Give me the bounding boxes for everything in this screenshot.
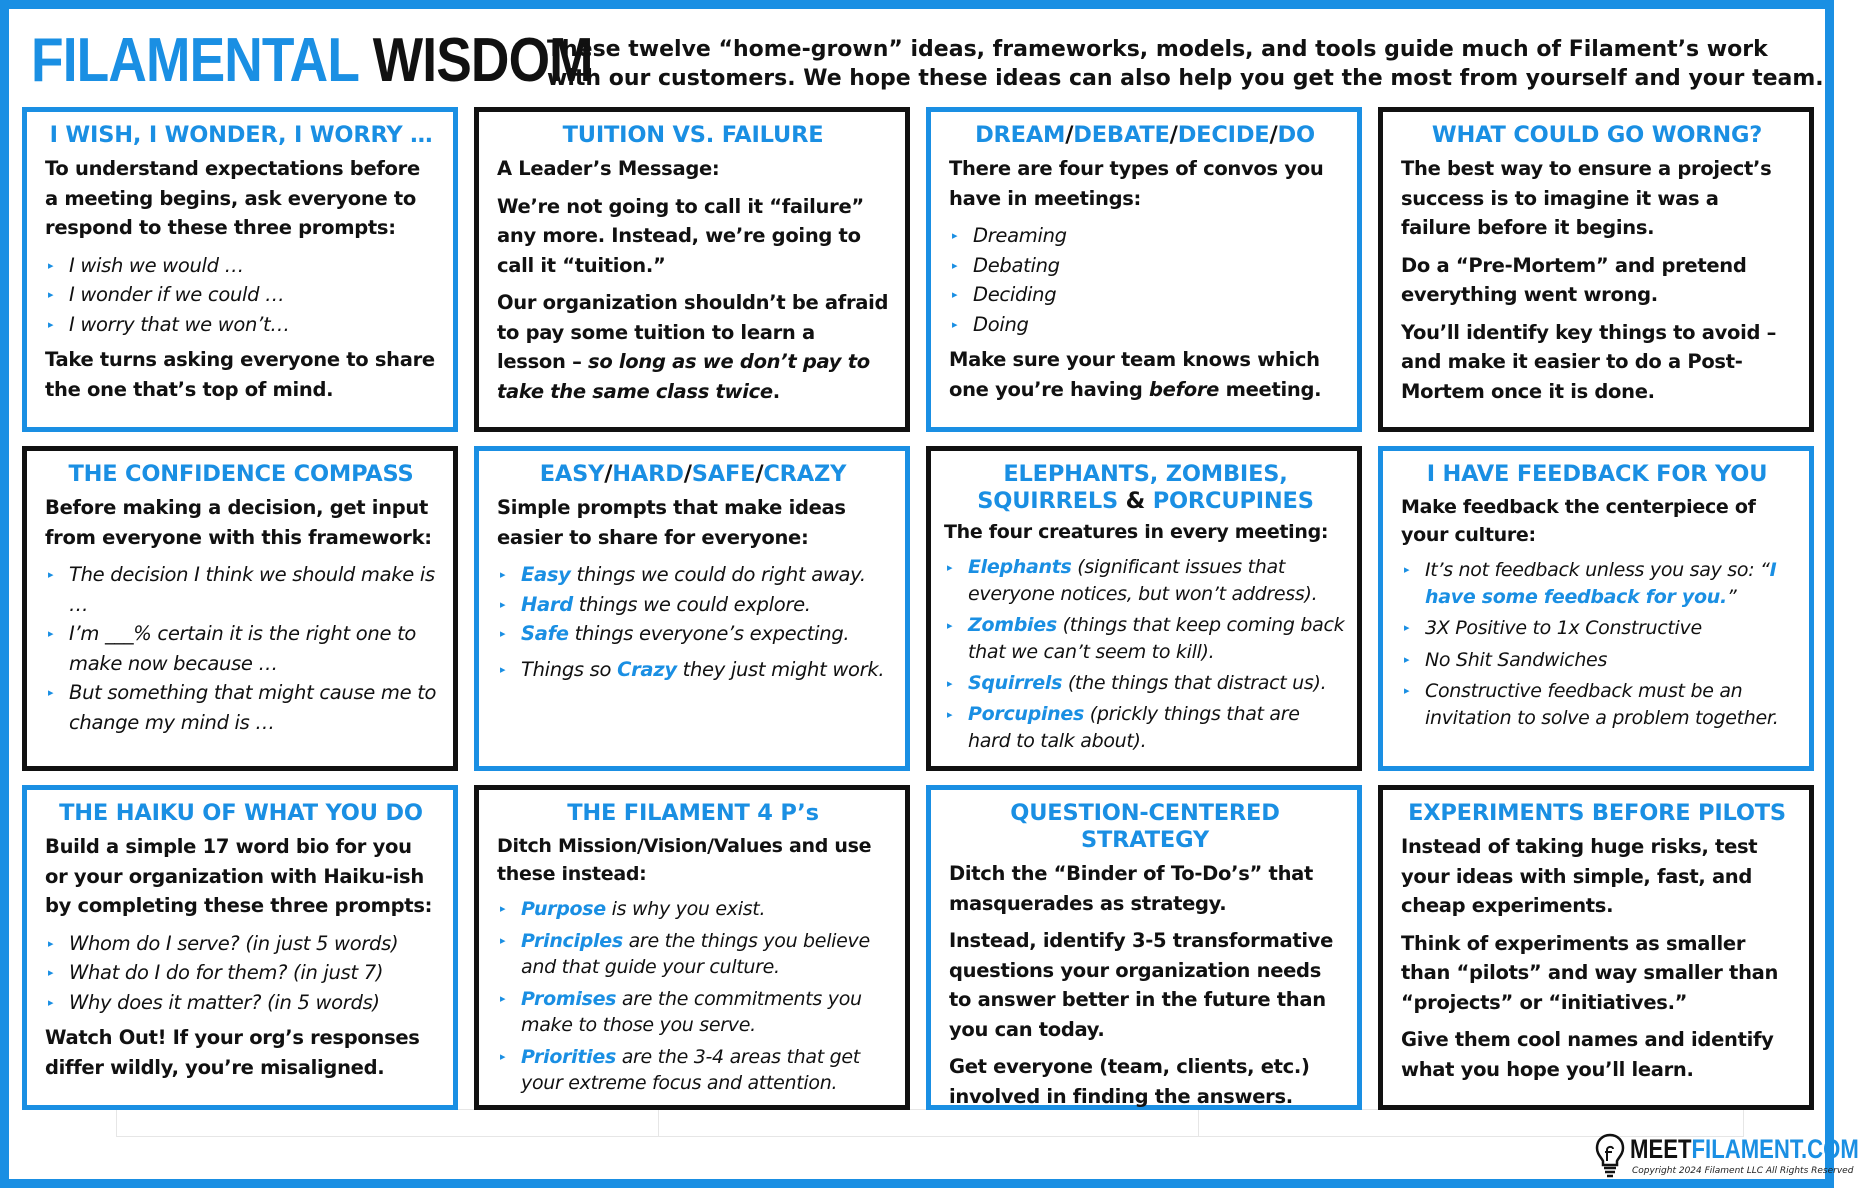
logo-part-filament: FILAMENT.COM	[1691, 1134, 1859, 1164]
bullet-arrow-icon: ▸	[48, 258, 54, 272]
bullet-arrow-icon: ▸	[48, 288, 54, 301]
heading-separator: &	[1125, 488, 1146, 514]
list-item-text: Constructive feedback must be an invitation to solve a problem together.	[1425, 680, 1779, 729]
list-item	[497, 928, 889, 981]
list-item-keyword: Hard	[521, 592, 573, 616]
card-heading	[497, 461, 889, 488]
card-what-could-go-wrong	[1378, 107, 1814, 432]
list-item-text: What do I do for them? (in just 7)	[69, 961, 384, 984]
card-dream-debate-decide-do	[926, 107, 1362, 432]
card-paragraph: There are four types of convos you have in meetings:	[949, 157, 1324, 210]
bullet-arrow-icon: ▸	[952, 258, 958, 272]
list-item	[45, 929, 437, 959]
bullet-arrow-icon: ▸	[500, 1049, 506, 1063]
card-heading: I WISH, I WONDER, I WORRY …	[49, 122, 433, 148]
bullet-arrow-icon: ▸	[500, 662, 506, 676]
card-paragraph: Take turns asking everyone to share the one that’s top of mind.	[45, 348, 435, 401]
list-item-keyword: Principles	[521, 929, 623, 952]
card-i-wish-i-wonder	[22, 107, 458, 432]
bullet-arrow-icon: ▸	[500, 597, 506, 611]
lightbulb-icon	[1594, 1132, 1626, 1178]
list-item-text: 3X Positive to 1x Constructive	[1425, 617, 1702, 639]
bullet-arrow-icon: ▸	[500, 568, 506, 581]
bullet-arrow-icon: ▸	[952, 317, 958, 331]
bullet-arrow-icon: ▸	[947, 677, 953, 690]
card-list	[497, 560, 889, 684]
list-item-text: (significant issues that everyone notices, but won’t address).	[968, 556, 1318, 605]
list-item	[497, 655, 889, 685]
card-paragraph	[497, 288, 889, 406]
bullet-arrow-icon: ▸	[500, 902, 506, 915]
list-item-text: Doing	[973, 312, 1029, 336]
list-item	[45, 988, 437, 1018]
list-item-text: Dreaming	[973, 224, 1067, 247]
text-run-italic: before	[1149, 377, 1220, 401]
list-item-text: are the commitments you make to those you serve.	[521, 987, 862, 1036]
list-item	[45, 560, 437, 619]
copyright-text: Copyright 2024 Filament LLC All Rights Reserved	[1632, 1166, 1854, 1176]
list-item-keyword: Purpose	[521, 898, 606, 920]
list-item-text: I wonder if we could …	[69, 283, 285, 306]
bullet-arrow-icon: ▸	[48, 686, 54, 699]
card-paragraph: Make feedback the centerpiece of your culture:	[1401, 496, 1756, 546]
list-item-text: Debating	[973, 253, 1060, 277]
bullet-arrow-icon: ▸	[48, 936, 54, 950]
heading-word: DEBATE	[1073, 122, 1170, 148]
list-item-keyword: Crazy	[617, 657, 677, 681]
heading-word: CRAZY	[763, 461, 847, 487]
bullet-arrow-icon: ▸	[947, 619, 953, 632]
bullet-arrow-icon: ▸	[48, 966, 54, 979]
list-item-text: are the things you believe and that guide your culture.	[521, 929, 870, 978]
list-item-text: are the 3-4 areas that get your extreme focus and attention.	[521, 1045, 860, 1094]
bullet-arrow-icon: ▸	[1404, 652, 1410, 666]
bullet-arrow-icon: ▸	[1404, 621, 1410, 634]
heading-word: DO	[1277, 122, 1315, 148]
card-paragraph	[949, 345, 1341, 404]
list-item-text: Things so	[521, 657, 618, 681]
heading-separator: /	[1169, 122, 1178, 148]
title-part-filamental: FILAMENTAL	[31, 26, 360, 95]
card-heading	[944, 461, 1347, 515]
list-item	[497, 590, 889, 620]
card-paragraph: A Leader’s Message:	[497, 157, 720, 180]
card-list	[497, 896, 889, 1097]
list-item	[1401, 678, 1793, 731]
list-item	[45, 678, 437, 737]
list-item-keyword: Zombies	[968, 614, 1057, 636]
text-run: .	[772, 379, 780, 403]
card-heading: THE HAIKU OF WHAT YOU DO	[59, 800, 423, 826]
list-item-text: things we could do right away.	[570, 563, 866, 586]
card-paragraph: You’ll identify key things to avoid – and make it easier to do a Post-Mortem once it is done.	[1401, 320, 1777, 403]
bullet-arrow-icon: ▸	[1404, 684, 1410, 697]
list-item-text: Deciding	[973, 283, 1057, 306]
list-item-keyword: Priorities	[521, 1045, 616, 1068]
card-paragraph: The best way to ensure a project’s success is to imagine it was a failure before it begins.	[1401, 157, 1772, 239]
bullet-arrow-icon: ▸	[500, 627, 506, 640]
card-list	[944, 554, 1347, 755]
list-item-text: is why you exist.	[605, 898, 766, 920]
list-item-text: things we could explore.	[572, 592, 811, 616]
list-item	[1401, 647, 1793, 674]
bullet-arrow-icon: ▸	[500, 933, 506, 947]
heading-separator: /	[755, 461, 764, 487]
card-paragraph: Think of experiments as smaller than “pilots” and way smaller than “projects” or “initiatives.”	[1401, 931, 1779, 1014]
page-title	[31, 25, 593, 96]
card-list	[949, 221, 1341, 339]
heading-word: HARD	[612, 461, 684, 487]
heading-word: DREAM	[975, 122, 1066, 148]
list-item-keyword: Porcupines	[968, 703, 1084, 725]
bullet-arrow-icon: ▸	[48, 995, 54, 1009]
list-item	[944, 554, 1347, 608]
card-paragraph: Get everyone (team, clients, etc.) involved in finding the answers.	[949, 1055, 1310, 1108]
list-item-keyword: Squirrels	[968, 672, 1063, 694]
card-easy-hard-safe-crazy	[474, 446, 910, 771]
title-part-wisdom: WISDOM	[372, 26, 593, 95]
card-list	[45, 251, 437, 340]
list-item-text: Whom do I serve? (in just 5 words)	[69, 931, 399, 955]
faint-guide-box	[116, 1109, 1744, 1137]
heading-word: SAFE	[691, 461, 756, 487]
list-item	[1401, 557, 1793, 610]
list-item-text: It’s not feedback unless you say so: “	[1425, 559, 1770, 581]
card-heading: WHAT COULD GO WORNG?	[1431, 122, 1763, 148]
card-paragraph: Simple prompts that make ideas easier to share for everyone:	[497, 496, 846, 549]
card-haiku-of-what-you-do	[22, 785, 458, 1110]
list-item-keyword: Elephants	[968, 556, 1072, 578]
list-item	[45, 280, 437, 310]
card-elephants-zombies	[926, 446, 1362, 771]
card-heading	[949, 122, 1341, 149]
list-item-text: (prickly things that are hard to talk about).	[968, 703, 1300, 752]
card-confidence-compass	[22, 446, 458, 771]
card-tuition-vs-failure	[474, 107, 910, 432]
list-item	[949, 251, 1341, 281]
bullet-arrow-icon: ▸	[952, 229, 958, 242]
card-filament-4-ps	[474, 785, 910, 1110]
card-paragraph: Ditch the “Binder of To-Do’s” that masquerades as strategy.	[949, 862, 1314, 915]
list-item	[497, 560, 889, 590]
card-paragraph: Before making a decision, get input from everyone with this framework:	[45, 496, 432, 549]
list-item-text: I wish we would …	[69, 253, 244, 277]
card-question-centered-strategy	[926, 785, 1362, 1110]
bullet-arrow-icon: ▸	[48, 568, 54, 581]
heading-word: ELEPHANTS, ZOMBIES,	[1003, 461, 1288, 487]
bullet-arrow-icon: ▸	[1404, 563, 1410, 576]
filament-logo[interactable]	[1594, 1132, 1859, 1182]
list-item	[944, 670, 1347, 697]
list-item-keyword: Easy	[521, 563, 571, 586]
heading-separator: /	[1269, 122, 1278, 148]
heading-word: DECIDE	[1177, 122, 1270, 148]
heading-word: EASY	[539, 461, 605, 487]
list-item-text: No Shit Sandwiches	[1425, 648, 1608, 671]
card-heading: THE FILAMENT 4 P’s	[567, 800, 819, 826]
logo-wordmark	[1630, 1134, 1859, 1165]
list-item	[45, 619, 437, 678]
list-item-text: (things that keep coming back that we can’t seem to kill).	[968, 614, 1345, 663]
list-item-text: I worry that we won’t…	[69, 312, 290, 336]
card-experiments-before-pilots	[1378, 785, 1814, 1110]
list-item-text: they just might work.	[676, 657, 885, 681]
card-paragraph: The four creatures in every meeting:	[944, 521, 1329, 543]
list-item	[949, 221, 1341, 251]
card-paragraph: Build a simple 17 word bio for you or your organization with Haiku-ish by completing these three prompts:	[45, 835, 433, 917]
list-item	[497, 1044, 889, 1097]
list-item	[944, 612, 1347, 666]
text-run: Our organization shouldn’t be afraid to pay some tuition to learn a lesson –	[497, 291, 889, 373]
heading-separator: /	[604, 461, 613, 487]
card-paragraph: Do a “Pre-Mortem” and pretend everything went wrong.	[1401, 253, 1747, 306]
list-item	[45, 251, 437, 281]
card-heading: THE CONFIDENCE COMPASS	[68, 461, 414, 487]
card-paragraph: Ditch Mission/Vision/Values and use these instead:	[497, 835, 872, 885]
list-item-text: Why does it matter? (in 5 words)	[69, 990, 380, 1014]
heading-separator: /	[1065, 122, 1074, 148]
list-item	[1401, 615, 1793, 642]
intro-text: These twelve “home-grown” ideas, frameworks, models, and tools guide much of Filament’s work with our customers. We hope these ideas can also help you get the most from yourself and your team.	[547, 37, 1824, 91]
list-item-text: But something that might cause me to change my mind is …	[69, 681, 437, 734]
card-heading: QUESTION-CENTERED STRATEGY	[1010, 800, 1280, 853]
heading-word: PORCUPINES	[1152, 488, 1314, 514]
bullet-arrow-icon: ▸	[947, 561, 953, 574]
list-item	[45, 958, 437, 988]
faint-guide-divider	[658, 1109, 659, 1137]
bullet-arrow-icon: ▸	[500, 991, 506, 1005]
list-item-text: (the things that distract us).	[1062, 672, 1327, 694]
faint-guide-divider	[1198, 1109, 1199, 1137]
heading-word: SQUIRRELS	[977, 488, 1119, 514]
card-list	[1401, 557, 1793, 731]
text-run: Make sure your team knows which one you’re having	[949, 348, 1320, 401]
list-item	[497, 986, 889, 1039]
card-paragraph: Watch Out! If your org’s responses differ wildly, you’re misaligned.	[45, 1026, 420, 1079]
card-i-have-feedback	[1378, 446, 1814, 771]
card-paragraph: Give them cool names and identify what you hope you’ll learn.	[1401, 1028, 1774, 1081]
card-heading: TUITION VS. FAILURE	[562, 122, 824, 148]
bullet-arrow-icon: ▸	[48, 627, 54, 640]
list-item-text: ”	[1726, 585, 1737, 608]
card-list	[45, 929, 437, 1018]
card-list	[45, 560, 437, 737]
bullet-arrow-icon: ▸	[952, 288, 958, 301]
bullet-arrow-icon: ▸	[48, 317, 54, 331]
list-item	[497, 896, 889, 923]
list-item-keyword: I have some feedback for you.	[1425, 559, 1777, 608]
list-item-text: things everyone’s expecting.	[568, 622, 850, 645]
bullet-arrow-icon: ▸	[947, 708, 953, 721]
card-heading: EXPERIMENTS BEFORE PILOTS	[1408, 800, 1786, 826]
list-item-keyword: Promises	[521, 987, 617, 1010]
list-item-text: The decision I think we should make is …	[69, 563, 435, 616]
list-item	[45, 310, 437, 340]
list-item	[949, 310, 1341, 340]
list-item	[497, 619, 889, 649]
list-item	[949, 280, 1341, 310]
card-paragraph: We’re not going to call it “failure” any more. Instead, we’re going to call it “tuition.”	[497, 194, 864, 277]
list-item	[944, 701, 1347, 755]
list-item-keyword: Safe	[521, 622, 569, 645]
card-paragraph: Instead of taking huge risks, test your ideas with simple, fast, and cheap experiments.	[1401, 835, 1758, 917]
logo-part-meet: MEET	[1630, 1134, 1692, 1164]
card-paragraph: Instead, identify 3-5 transformative questions your organization needs to answer better in the future than you can today.	[949, 929, 1334, 1041]
heading-separator: /	[683, 461, 692, 487]
text-run: meeting.	[1219, 377, 1322, 401]
list-item-text: I’m ___% certain it is the right one to make now because …	[69, 622, 417, 675]
text-run-italic: so long as we don’t pay to take the same class twice	[497, 350, 870, 403]
card-paragraph: To understand expectations before a meeting begins, ask everyone to respond to these three prompts:	[45, 157, 420, 239]
card-heading: I HAVE FEEDBACK FOR YOU	[1426, 461, 1768, 487]
